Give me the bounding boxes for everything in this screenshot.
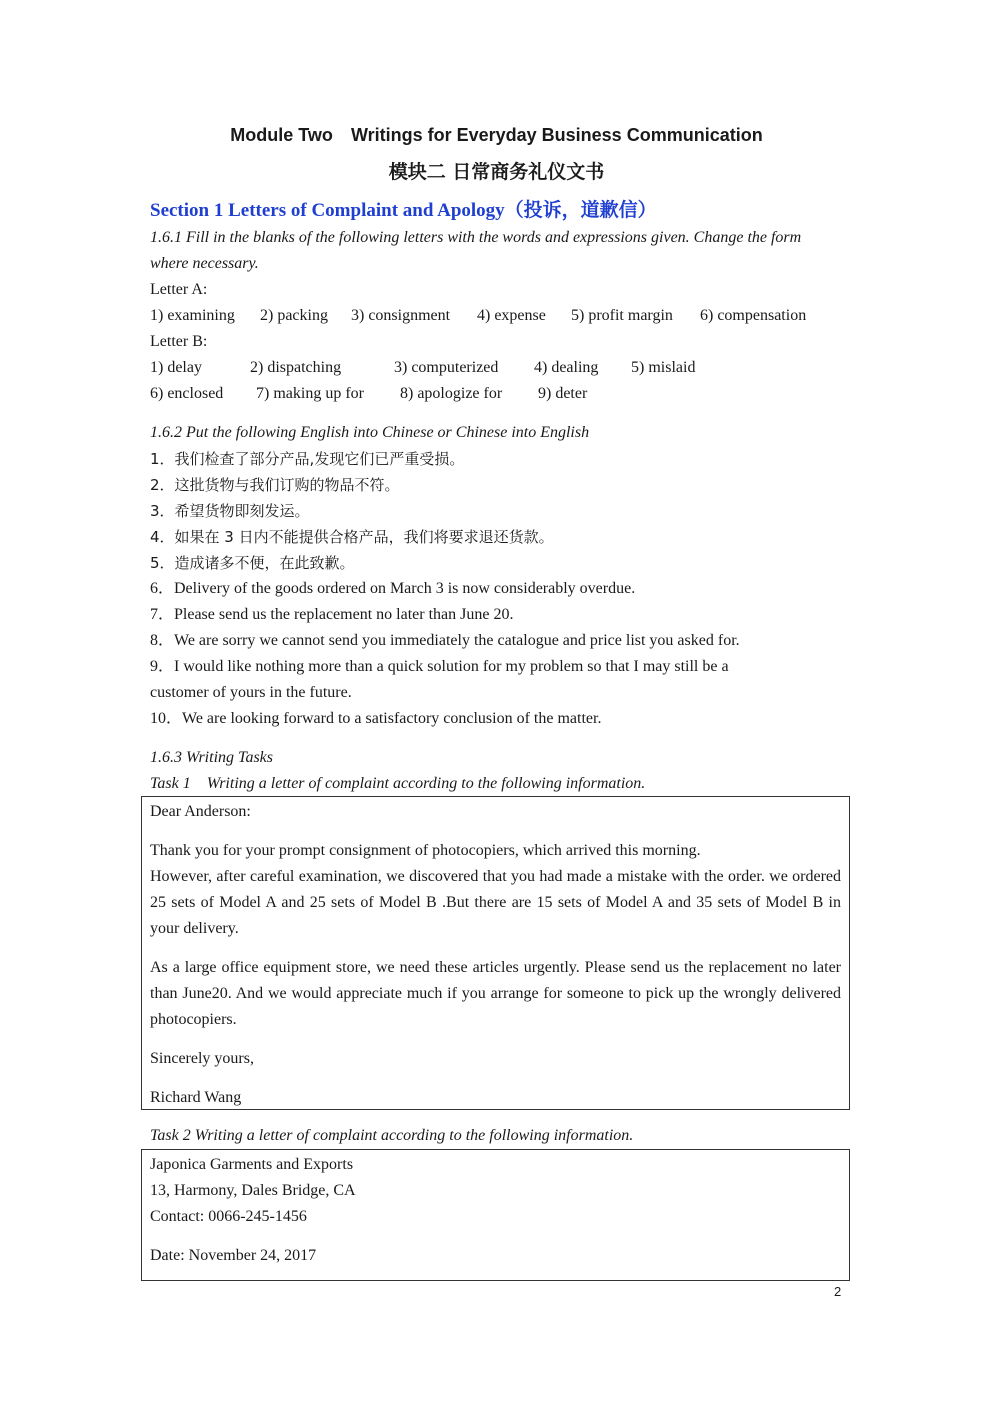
word-option: 1) delay bbox=[150, 359, 202, 376]
word-option: 9) deter bbox=[538, 385, 588, 402]
word-option: 3) consignment bbox=[351, 307, 451, 324]
main-content bbox=[150, 197, 840, 797]
word-option: 6) enclosed bbox=[150, 385, 224, 402]
letter-paragraph: Thank you for your prompt consignment of photocopiers, which arrived this morning. bbox=[150, 842, 701, 859]
letter-salutation: Dear Anderson: bbox=[150, 803, 251, 820]
task2-label: Task 2 Writing a letter of complaint according to the following information. bbox=[150, 1127, 634, 1144]
letter-signature: Richard Wang bbox=[150, 1089, 242, 1106]
letter-b-word-list-row1 bbox=[150, 355, 840, 381]
word-option: 7) making up for bbox=[256, 385, 364, 402]
word-option: 5) mislaid bbox=[631, 359, 696, 376]
word-option: 6) compensation bbox=[700, 307, 807, 324]
translation-item: 2．这批货物与我们订购的物品不符。 bbox=[150, 476, 400, 494]
letter-closing: Sincerely yours, bbox=[150, 1050, 254, 1067]
letter-date: Date: November 24, 2017 bbox=[150, 1247, 317, 1264]
exercise1-instruction: 1.6.1 Fill in the blanks of the following letters with the words and expressions given. Change the form where necessary. bbox=[150, 229, 802, 272]
task1-label: Task 1 Writing a letter of complaint according to the following information. bbox=[150, 775, 646, 792]
letter-paragraph: As a large office equipment store, we need these articles urgently. Please send us the replacement no later than June20. And we would appreciate much if you arrange for someone to pick up the wrongly delivered photocopiers. bbox=[150, 959, 841, 1028]
translation-item: 8．We are sorry we cannot send you immediately the catalogue and price list you asked for. bbox=[150, 632, 740, 649]
task2-info-box bbox=[141, 1149, 850, 1281]
letter-paragraph: However, after careful examination, we discovered that you had made a mistake with the order. we ordered 25 sets of Model A and 25 sets of Model B .But there are 15 sets of Model A and 35 sets of Model B in your delivery. bbox=[150, 868, 841, 937]
word-option: 3) computerized bbox=[394, 359, 499, 376]
letter-a-label: Letter A: bbox=[150, 281, 208, 298]
exercise2-instruction: 1.6.2 Put the following English into Chinese or Chinese into English bbox=[150, 424, 590, 441]
letter-b-word-list-row2 bbox=[150, 381, 840, 407]
translation-item: 1．我们检查了部分产品,发现它们已严重受损。 bbox=[150, 450, 465, 468]
word-option: 4) expense bbox=[477, 307, 546, 324]
letter-a-word-list bbox=[150, 303, 840, 329]
module-heading: Writings for Everyday Business Communication bbox=[350, 125, 763, 145]
translation-item: 5．造成诸多不便，在此致歉。 bbox=[150, 554, 355, 572]
translation-item: 6．Delivery of the goods ordered on March 3 is now considerably overdue. bbox=[150, 580, 636, 597]
word-option: 8) apologize for bbox=[400, 385, 503, 402]
translation-item-continued: customer of yours in the future. bbox=[150, 684, 352, 701]
word-option: 4) dealing bbox=[534, 359, 599, 376]
translation-item: 4．如果在 3 日内不能提供合格产品，我们将要求退还货款。 bbox=[150, 528, 554, 546]
translation-item: 9．I would like nothing more than a quick solution for my problem so that I may still be a bbox=[150, 658, 729, 675]
writing-tasks-heading: 1.6.3 Writing Tasks bbox=[150, 749, 273, 766]
translation-item: 7．Please send us the replacement no later than June 20. bbox=[150, 606, 514, 623]
task1-letter-box bbox=[141, 796, 850, 1110]
letter-b-label: Letter B: bbox=[150, 333, 208, 350]
company-address: 13, Harmony, Dales Bridge, CA bbox=[150, 1182, 356, 1199]
word-option: 1) examining bbox=[150, 307, 235, 324]
word-option: 2) dispatching bbox=[250, 359, 342, 376]
word-option: 2) packing bbox=[260, 307, 328, 324]
company-contact: Contact: 0066-245-1456 bbox=[150, 1208, 307, 1225]
page-number: 2 bbox=[834, 1284, 842, 1299]
word-option: 5) profit margin bbox=[571, 307, 673, 324]
translation-item: 3．希望货物即刻发运。 bbox=[150, 502, 310, 520]
module-title-chinese: 模块二 日常商务礼仪文书 bbox=[388, 161, 605, 183]
module-label: Module Two bbox=[230, 125, 333, 145]
module-title bbox=[0, 125, 993, 146]
section-heading: Section 1 Letters of Complaint and Apology（投诉，道歉信） bbox=[150, 200, 657, 221]
translation-item: 10．We are looking forward to a satisfactory conclusion of the matter. bbox=[150, 710, 602, 727]
company-name: Japonica Garments and Exports bbox=[150, 1156, 354, 1173]
